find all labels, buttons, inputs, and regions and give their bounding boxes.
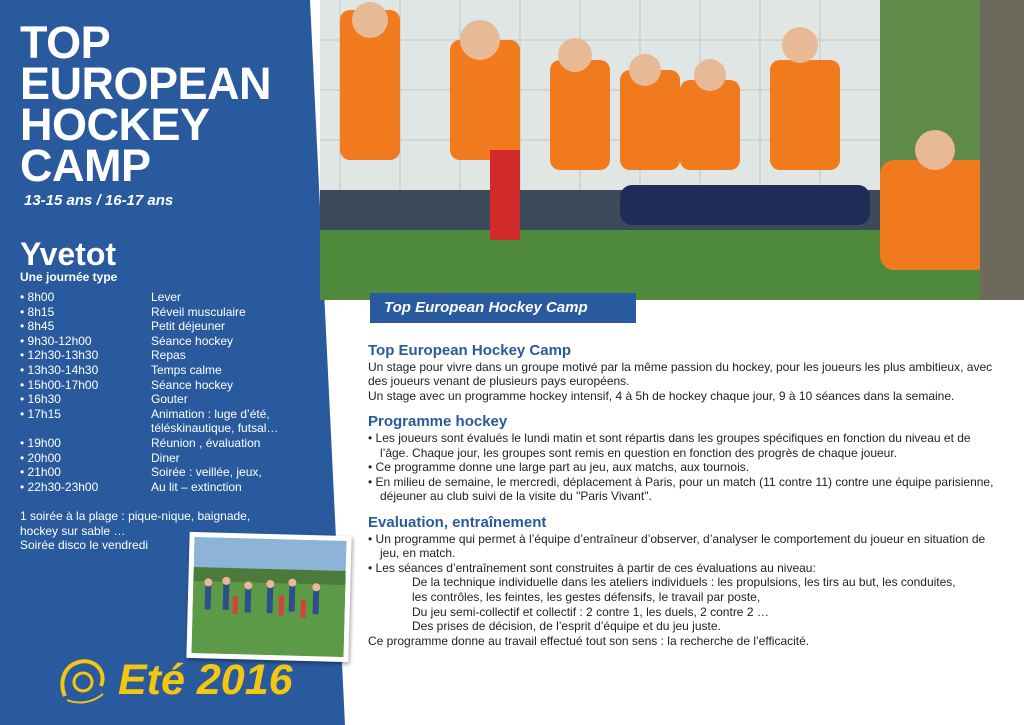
schedule-row bbox=[20, 348, 320, 363]
schedule-row bbox=[20, 465, 320, 480]
camp-logo-icon bbox=[57, 656, 109, 706]
sub-item: Du jeu semi-collectif et collectif : 2 contre 1, les duels, 2 contre 2 … bbox=[412, 604, 769, 619]
schedule-time: • 22h30-23h00 bbox=[20, 480, 151, 495]
paragraph: Un stage avec un programme hockey intensif, 4 à 5h de hockey chaque jour, 9 à 10 séances dans la semaine. bbox=[368, 388, 955, 403]
schedule-activity: Diner bbox=[151, 450, 180, 465]
section-evaluation bbox=[368, 513, 998, 648]
daily-schedule bbox=[20, 290, 320, 494]
schedule-time: • 19h00 bbox=[20, 436, 151, 451]
closing-line: Ce programme donne au travail effectué tout son sens : la recherche de l’efficacité. bbox=[368, 633, 810, 648]
day-heading: Une journée type bbox=[20, 270, 118, 284]
schedule-activity: Réunion , évaluation bbox=[151, 435, 261, 450]
photo-scene bbox=[192, 537, 347, 657]
hockey-players-photo bbox=[320, 0, 1024, 300]
city-name: Yvetot bbox=[20, 236, 117, 272]
title-line: CAMP bbox=[20, 140, 151, 191]
main-title bbox=[20, 17, 320, 191]
section-title: Evaluation, entraînement bbox=[368, 513, 547, 531]
schedule-time: • 21h00 bbox=[20, 465, 151, 480]
schedule-row bbox=[20, 305, 320, 320]
section-title: Top European Hockey Camp bbox=[368, 342, 572, 359]
sub-item: Des prises de décision, de l’esprit d’équipe et du jeu juste. bbox=[412, 619, 721, 634]
schedule-time: • 15h00-17h00 bbox=[20, 378, 151, 393]
schedule-row bbox=[20, 392, 320, 407]
title-line: TOP bbox=[20, 17, 111, 68]
schedule-time: • 9h30-12h00 bbox=[20, 334, 151, 349]
schedule-row bbox=[20, 451, 320, 466]
schedule-activity: Petit déjeuner bbox=[151, 319, 226, 334]
paragraph: Un stage pour vivre dans un groupe motivé par la même passion du hockey, pour les joueurs les plus ambitieux, avec des joueurs venant de plusieurs pays européens. bbox=[368, 359, 993, 389]
schedule-activity: Repas bbox=[151, 348, 186, 363]
section-title: Programme hockey bbox=[368, 413, 508, 431]
age-range: 13-15 ans / 16-17 ans bbox=[24, 192, 174, 209]
schedule-row bbox=[20, 378, 320, 393]
schedule-time: • 20h00 bbox=[20, 451, 151, 466]
schedule-time: • 16h30 bbox=[20, 392, 151, 407]
sub-item: De la technique individuelle dans les ateliers individuels : les propulsions, les tirs au but, les conduites, bbox=[412, 575, 956, 590]
schedule-time: • 13h30-14h30 bbox=[20, 363, 151, 378]
note-line: Soirée disco le vendredi bbox=[20, 538, 149, 553]
schedule-activity: Temps calme bbox=[151, 362, 222, 377]
schedule-row bbox=[20, 319, 320, 334]
beach-hockey-photo bbox=[186, 532, 351, 662]
schedule-row bbox=[20, 480, 320, 495]
note-line: 1 soirée à la plage : pique-nique, baignade, hockey sur sable … bbox=[20, 509, 251, 538]
schedule-row bbox=[20, 363, 320, 378]
schedule-activity: Au lit – extinction bbox=[151, 479, 242, 494]
title-line: EUROPEAN bbox=[20, 58, 272, 109]
content-body bbox=[368, 344, 998, 660]
schedule-activity: Lever bbox=[151, 290, 182, 304]
section-program bbox=[368, 415, 998, 504]
season-label: Eté 2016 bbox=[118, 656, 293, 704]
schedule-time: • 12h30-13h30 bbox=[20, 348, 151, 363]
schedule-activity: Gouter bbox=[151, 392, 188, 407]
bullet-item: • Les joueurs sont évalués le lundi matin et sont répartis dans les groupes spécifiques en fonction du niveau et de l’âge. Chaque jour, les groupes sont remis en question en fonction des progrès de chaque joueur. bbox=[368, 431, 998, 460]
schedule-row bbox=[20, 290, 320, 305]
title-line: HOCKEY bbox=[20, 99, 210, 150]
schedule-activity: Réveil musculaire bbox=[151, 304, 246, 319]
bullet-item: • Un programme qui permet à l’équipe d’entraîneur d’observer, d’analyser le comportement du joueur en situation de jeu, en match. bbox=[368, 532, 998, 561]
camp-banner: Top European Hockey Camp bbox=[370, 293, 636, 323]
schedule-time: • 17h15 bbox=[20, 407, 151, 436]
schedule-row bbox=[20, 436, 320, 451]
bullet-item: • Ce programme donne une large part au jeu, aux matchs, aux tournois. bbox=[368, 460, 998, 475]
schedule-activity: Animation : luge d’été, téléskinautique, futsal… bbox=[151, 406, 279, 436]
schedule-time: • 8h15 bbox=[20, 305, 151, 320]
schedule-activity: Soirée : veillée, jeux, bbox=[151, 465, 262, 480]
schedule-time: • 8h00 bbox=[20, 290, 151, 305]
schedule-activity: Séance hockey bbox=[151, 377, 234, 392]
schedule-row bbox=[20, 334, 320, 349]
schedule-time: • 8h45 bbox=[20, 319, 151, 334]
bullet-item: • En milieu de semaine, le mercredi, déplacement à Paris, pour un match (11 contre 11) contre une équipe parisienne, déjeuner au club suivi de la visite du "Paris Vivant". bbox=[368, 475, 998, 504]
schedule-activity: Séance hockey bbox=[151, 333, 234, 348]
bullet-item: • Les séances d’entraînement sont construites à partir de ces évaluations au niveau: bbox=[368, 561, 998, 576]
schedule-row bbox=[20, 407, 320, 436]
sub-item: les contrôles, les feintes, les gestes défensifs, le travail par poste, bbox=[412, 589, 761, 604]
section-camp bbox=[368, 344, 998, 403]
